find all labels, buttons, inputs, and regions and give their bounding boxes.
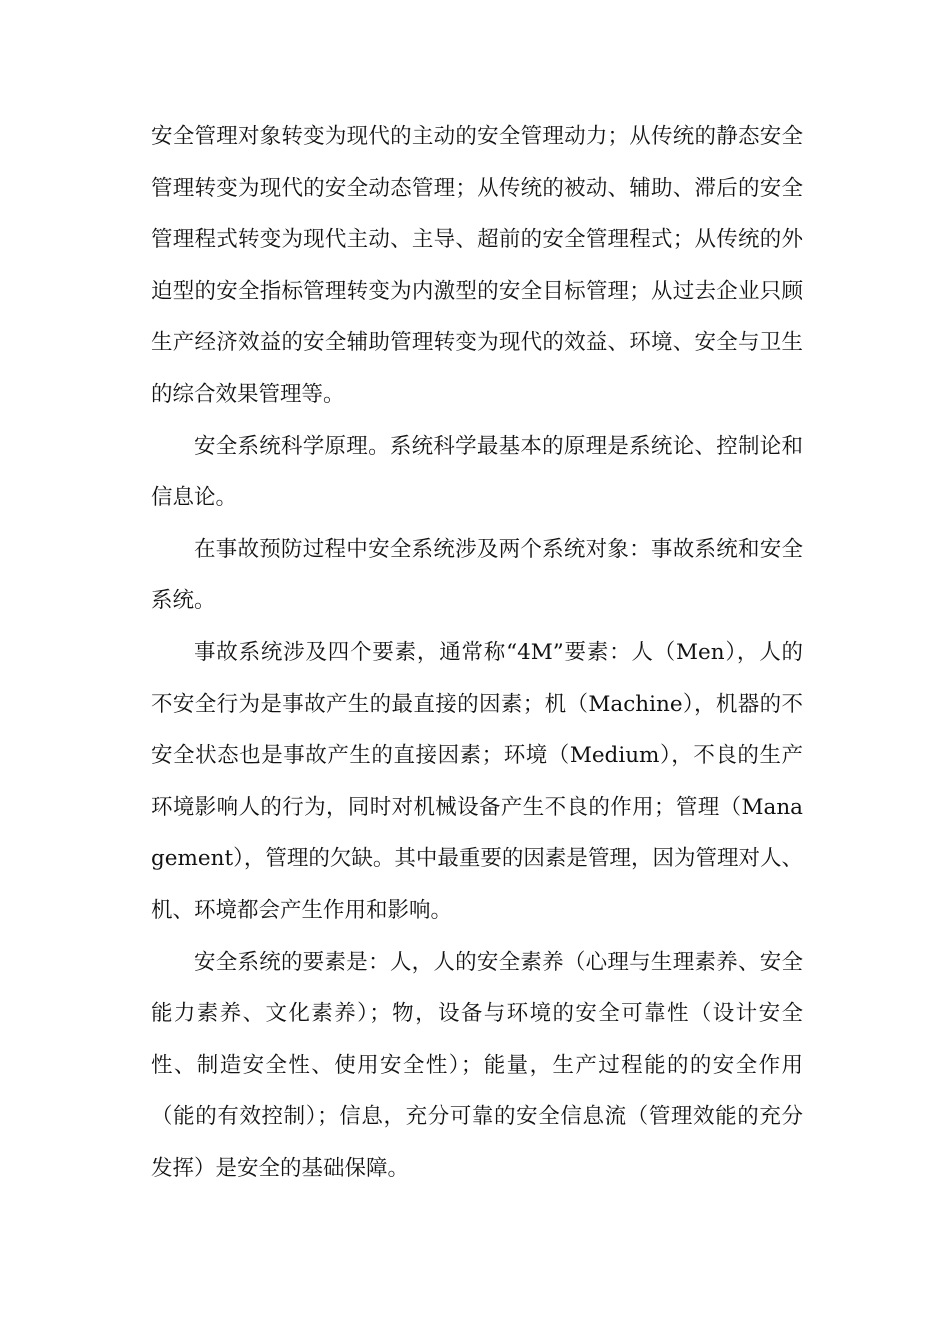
paragraph-safety-elements: 安全系统的要素是：人，人的安全素养（心理与生理素养、安全能力素养、文化素养）；物，设备与环境的安全可靠性（设计安全性、制造安全性、使用安全性）；能量，生产过程能的的安全作用（能的有效控制）；信息，充分可靠的安全信息流（管理效能的充分发挥）是安全的基础保障。 — [151, 949, 803, 1181]
paragraph-4m-elements: 事故系统涉及四个要素，通常称“4M”要素：人（Men），人的不安全行为是事故产生的最直接的因素；机（Machine），机器的不安全状态也是事故产生的直接因素；环境（Medium），不良的生产环境影响人的行为，同时对机械设备产生不良的作用；管理（Management），管理的欠缺。其中最重要的因素是管理，因为管理对人、机、环境都会产生作用和影响。 — [151, 639, 803, 923]
paragraph-two-systems: 在事故预防过程中安全系统涉及两个系统对象：事故系统和安全系统。 — [151, 536, 803, 614]
paragraph-system-science: 安全系统科学原理。系统科学最基本的原理是系统论、控制论和信息论。 — [151, 433, 803, 511]
document-body — [151, 111, 803, 1194]
paragraph-management-transition: 安全管理对象转变为现代的主动的安全管理动力；从传统的静态安全管理转变为现代的安全动态管理；从传统的被动、辅助、滞后的安全管理程式转变为现代主动、主导、超前的安全管理程式；从传统的外迫型的安全指标管理转变为内激型的安全目标管理；从过去企业只顾生产经济效益的安全辅助管理转变为现代的效益、环境、安全与卫生的综合效果管理等。 — [151, 124, 803, 407]
